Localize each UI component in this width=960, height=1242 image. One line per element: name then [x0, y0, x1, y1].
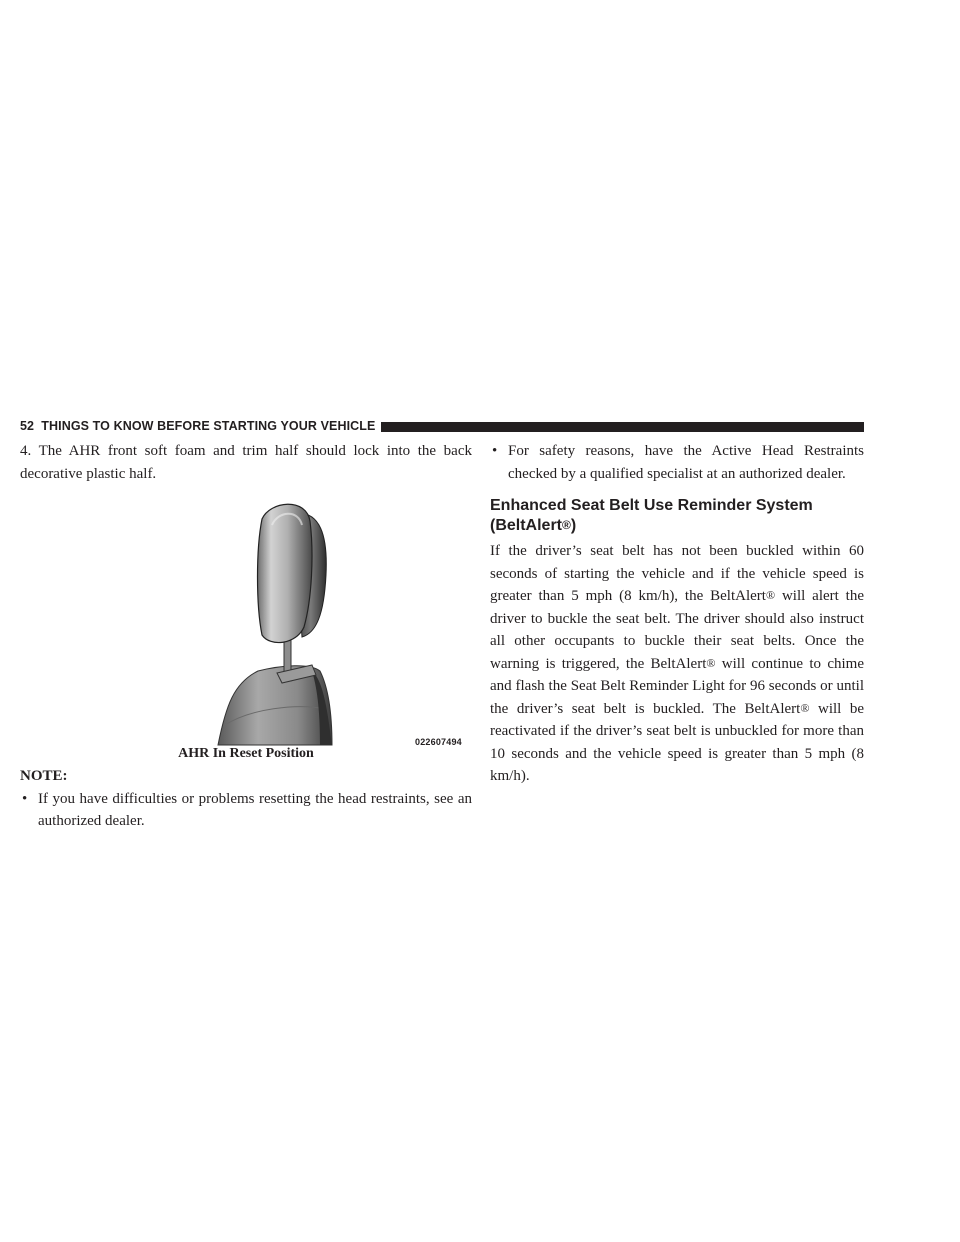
figure-code: 022607494 — [415, 737, 462, 747]
body-part-4: will be reactivated if the driver’s seat belt is unbuckled for more than 10 seconds and the vehicle speed is greater than 5 mph (8 km/h). — [490, 700, 865, 784]
body-part-3: will continue to chime and flash the Seat Belt Reminder Light for 96 seconds or until the driver’s seat belt is buckled. The BeltAlert — [490, 655, 864, 717]
beltalert-paragraph — [490, 540, 864, 788]
heading-line-2-post: ) — [570, 517, 577, 534]
figure-caption: AHR In Reset Position — [178, 746, 314, 761]
bullet-icon: • — [22, 790, 28, 807]
bullet-icon: • — [492, 443, 498, 459]
list-item — [490, 440, 864, 485]
bullet-text: For safety reasons, have the Active Head Restraints checked by a qualified specialist at an authorized dealer. — [508, 443, 864, 482]
registered-mark: ® — [562, 518, 571, 532]
registered-mark: ® — [765, 588, 776, 602]
registered-mark: ® — [800, 700, 810, 715]
head-restraint-figure — [20, 495, 472, 747]
step-4-text: 4. The AHR front soft foam and trim half should lock into the back decorative plastic half. — [20, 443, 472, 482]
header-rule-bar — [381, 422, 864, 432]
left-column — [20, 440, 472, 833]
heading-line-2-pre: (BeltAlert — [490, 517, 563, 534]
head-restraint-illustration — [20, 495, 472, 747]
section-heading — [490, 496, 864, 536]
list-item — [20, 788, 472, 833]
header-text — [20, 419, 375, 433]
registered-mark: ® — [706, 655, 716, 670]
page-number: 52 — [20, 419, 35, 433]
section-title: THINGS TO KNOW BEFORE STARTING YOUR VEHICLE — [41, 419, 376, 433]
safety-bullet-list — [490, 440, 864, 485]
right-column — [490, 440, 864, 788]
heading-line-1: Enhanced Seat Belt Use Reminder System — [490, 497, 813, 514]
note-bullet-list — [20, 788, 472, 833]
body-part-1: If the driver’s seat belt has not been buckled within 60 seconds of starting the vehicle and if the vehicle speed is greater than 5 mph (8 km/h), the BeltAlert — [490, 543, 864, 604]
bullet-text: If you have difficulties or problems resetting the head restraints, see an authorized dealer. — [38, 790, 472, 829]
note-heading: NOTE: — [20, 768, 68, 784]
body-part-2: will alert the driver to buckle the seat belt. The driver should also instruct all other occupants to buckle their seat belts. Once the warning is triggered, the BeltAlert — [490, 588, 864, 672]
running-header — [20, 416, 864, 436]
